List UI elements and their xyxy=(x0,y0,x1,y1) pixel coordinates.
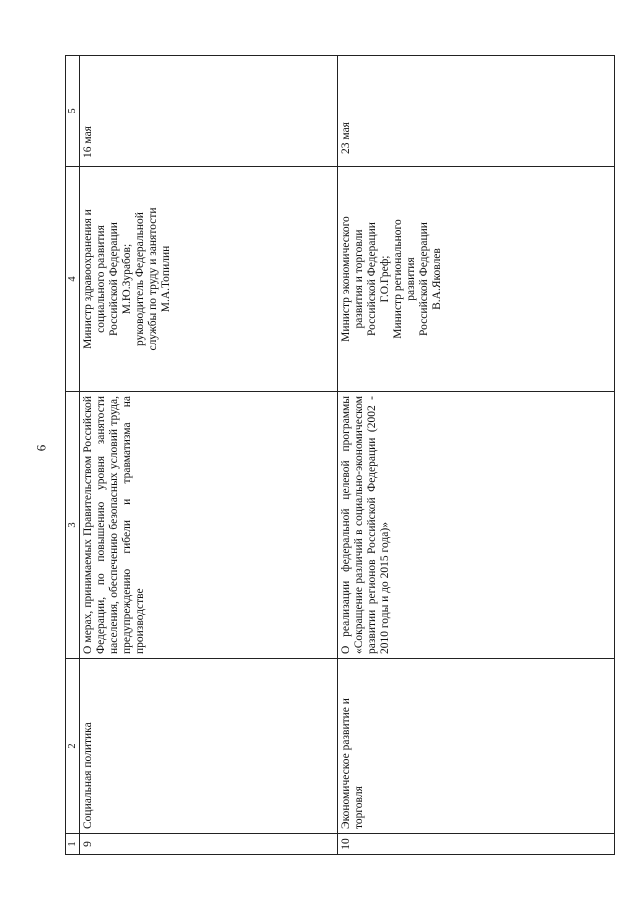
speaker-line: Российской Федерации xyxy=(108,222,121,336)
row-topic: О мерах, принимаемых Правительством Российской Федерации, по повышению уровня занятости населения, обеспечению безопасных условий труда, предупреждению гибели и травматизма на производстве xyxy=(80,392,338,659)
header-col-1: 1 xyxy=(66,834,80,855)
agenda-table xyxy=(65,55,615,855)
speaker-line: развития и торговли xyxy=(353,229,366,329)
rotated-table-wrapper xyxy=(65,55,615,855)
header-col-5: 5 xyxy=(66,56,80,167)
speaker-line: Министр регионального xyxy=(392,219,405,339)
table-row xyxy=(338,56,615,855)
header-col-3: 3 xyxy=(66,392,80,659)
page-number: 6 xyxy=(33,444,49,452)
row-number: 10 xyxy=(338,834,615,855)
row-number: 9 xyxy=(80,834,338,855)
speaker-line: М.Ю.Зурабов; xyxy=(121,243,134,315)
speaker-line: руководитель Федеральной xyxy=(134,212,147,346)
speaker-line: службы по труду и занятости xyxy=(147,207,160,351)
speaker-line: развития xyxy=(405,257,418,301)
speaker-line: социального развития xyxy=(95,225,108,333)
row-speakers xyxy=(338,167,615,392)
speaker-line: Министр здравоохранения и xyxy=(82,209,95,349)
speaker-line: Российской Федерации xyxy=(366,222,379,336)
speaker-line: Российской Федерации xyxy=(418,222,431,336)
speaker-line: М.А.Топилин xyxy=(160,245,173,313)
header-col-2: 2 xyxy=(66,659,80,834)
row-area: Экономическое развитие и торговля xyxy=(338,659,615,834)
table-row xyxy=(80,56,338,855)
header-col-4: 4 xyxy=(66,167,80,392)
row-date: 23 мая xyxy=(338,56,615,167)
speaker-line: Министр экономического xyxy=(340,216,353,342)
table-header-row xyxy=(66,56,80,855)
row-area: Социальная политика xyxy=(80,659,338,834)
speaker-line: Г.О.Греф; xyxy=(379,255,392,303)
speaker-line: В.А.Яковлев xyxy=(431,248,444,310)
row-topic: О реализации федеральной целевой программы «Сокращение различий в социально-экономическом развитии регионов Российской Федерации (2002 - 2010 годы и до 2015 года)» xyxy=(338,392,615,659)
row-date: 16 мая xyxy=(80,56,338,167)
row-speakers xyxy=(80,167,338,392)
